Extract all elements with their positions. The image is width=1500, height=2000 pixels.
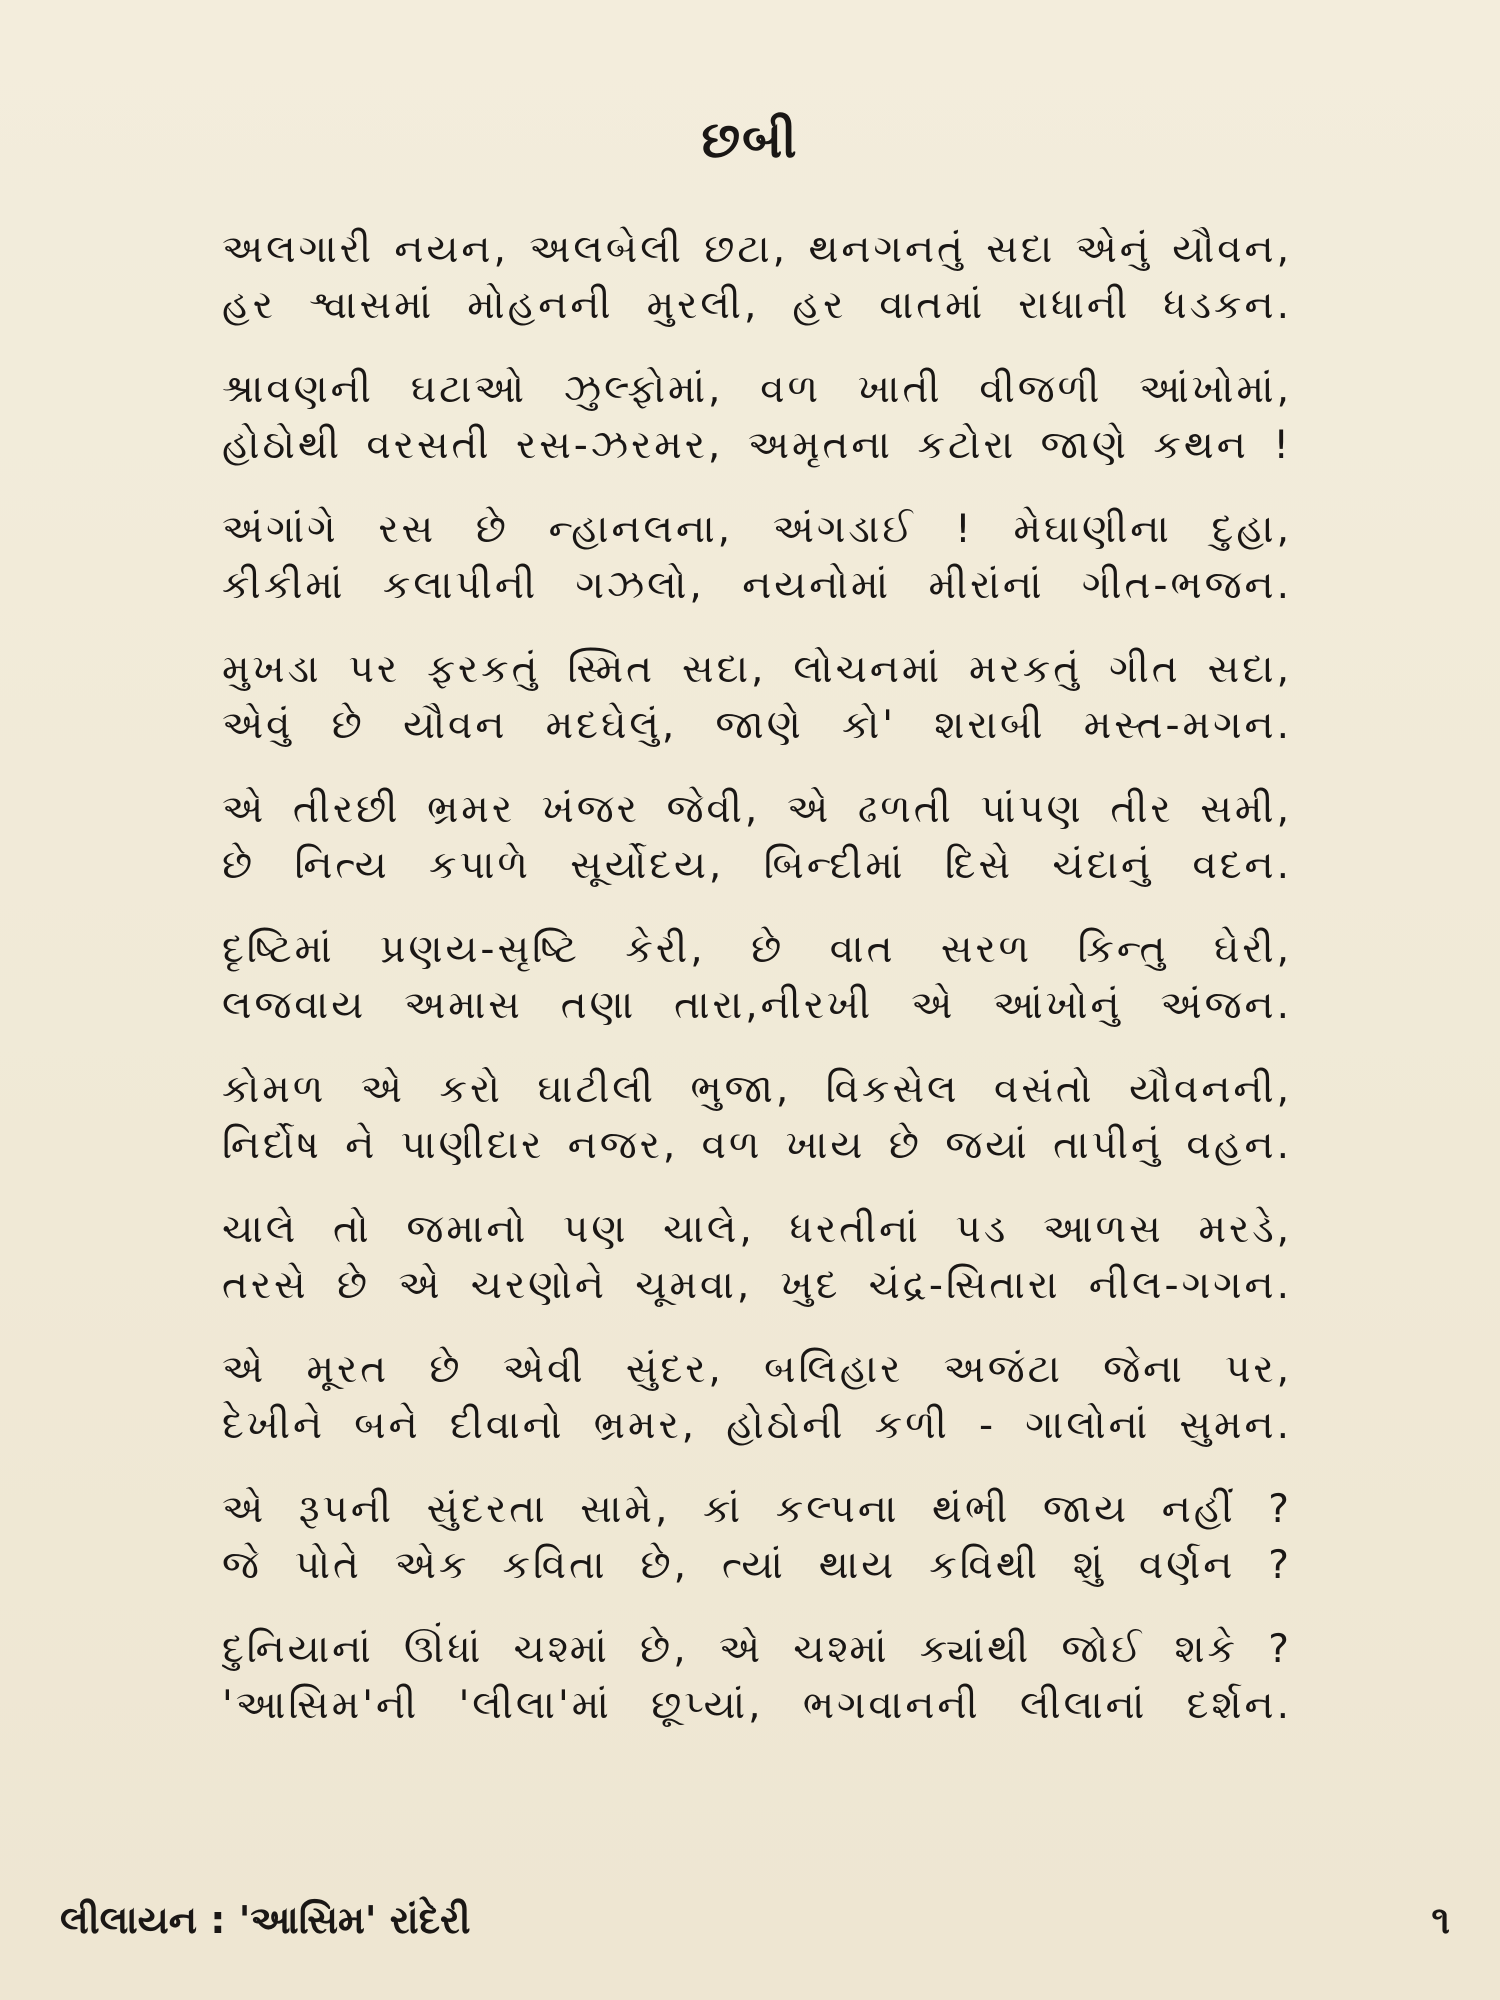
poem-line: તરસે છે એ ચરણોને ચૂમવા, ખુદ ચંદ્ર-સિતારા નીલ-ગગન. <box>222 1263 1292 1308</box>
poem-line: હર શ્વાસમાં મોહનની મુરલી, હર વાતમાં રાધાની ધડકન. <box>222 283 1292 328</box>
poem-line: દેખીને બને દીવાનો ભ્રમર, હોઠોની કળી - ગાલોનાં સુમન. <box>222 1403 1292 1448</box>
poem-line: અલગારી નયન, અલબેલી છટા, થનગનતું સદા એનું યૌવન, <box>222 227 1292 272</box>
stanza <box>222 1342 1292 1454</box>
poem-line: એ મૂરત છે એવી સુંદર, બલિહાર અજંટા જેના પર, <box>222 1347 1292 1392</box>
poem-line: નિર્દોષ ને પાણીદાર નજર, વળ ખાય છે જયાં તાપીનું વહન. <box>222 1123 1292 1168</box>
stanza <box>222 1202 1292 1314</box>
poem-line: લજવાય અમાસ તણા તારા,નીરખી એ આંખોનું અંજન. <box>222 983 1292 1028</box>
poem-line: કોમળ એ કરો ઘાટીલી ભુજા, વિકસેલ વસંતો યૌવનની, <box>222 1067 1292 1112</box>
stanza <box>222 222 1292 334</box>
poem-line: દુનિયાનાં ઊંધાં ચશ્માં છે, એ ચશ્માં ક્યાંથી જોઈ શકે ? <box>222 1627 1292 1672</box>
poem-line: એવું છે યૌવન મદઘેલું, જાણે કો' શરાબી મસ્ત-મગન. <box>222 703 1292 748</box>
poem-line: છે નિત્ય કપાળે સૂર્યોદય, બિન્દીમાં દિસે ચંદાનું વદન. <box>222 843 1292 888</box>
page-footer <box>60 1890 1450 1950</box>
poem-line: અંગાંગે રસ છે ન્હાનલના, અંગડાઈ ! મેઘાણીના દુહા, <box>222 507 1292 552</box>
stanza <box>222 362 1292 474</box>
poem-line: ચાલે તો જમાનો પણ ચાલે, ધરતીનાં પડ આળસ મરડે, <box>222 1207 1292 1252</box>
poem-line: 'આસિમ'ની 'લીલા'માં છૂપ્યાં, ભગવાનની લીલાનાં દર્શન. <box>222 1683 1292 1728</box>
stanza <box>222 1622 1292 1734</box>
stanza <box>222 502 1292 614</box>
stanza <box>222 1482 1292 1594</box>
poem-line: કીકીમાં કલાપીની ગઝલો, નયનોમાં મીરાંનાં ગીત-ભજન. <box>222 563 1292 608</box>
poem-line: જે પોતે એક કવિતા છે, ત્યાં થાય કવિથી શું વર્ણન ? <box>222 1543 1292 1588</box>
poem-line: શ્રાવણની ઘટાઓ ઝુલ્ફોમાં, વળ ખાતી વીજળી આંખોમાં, <box>222 367 1292 412</box>
page-number: ૧ <box>1431 1898 1450 1942</box>
poem-title: છબી <box>701 111 799 169</box>
poem-line: એ તીરછી ભ્રમર ખંજર જેવી, એ ઢળતી પાંપણ તીર સમી, <box>222 787 1292 832</box>
poem-line: એ રૂપની સુંદરતા સામે, કાં કલ્પના થંભી જાય નહીં ? <box>222 1487 1292 1532</box>
stanza <box>222 1062 1292 1174</box>
book-author-credit: લીલાયન : 'આસિમ' રાંદેરી <box>60 1898 471 1942</box>
poem-body <box>222 222 1292 1762</box>
stanza <box>222 922 1292 1034</box>
poem-line: દૃષ્ટિમાં પ્રણય-સૃષ્ટિ કેરી, છે વાત સરળ કિન્તુ ઘેરી, <box>222 927 1292 972</box>
poem-line: હોઠોથી વરસતી રસ-ઝરમર, અમૃતના કટોરા જાણે કથન ! <box>222 423 1292 468</box>
stanza <box>222 782 1292 894</box>
poem-line: મુખડા પર ફરકતું સ્મિત સદા, લોચનમાં મરકતું ગીત સદા, <box>222 647 1292 692</box>
stanza <box>222 642 1292 754</box>
